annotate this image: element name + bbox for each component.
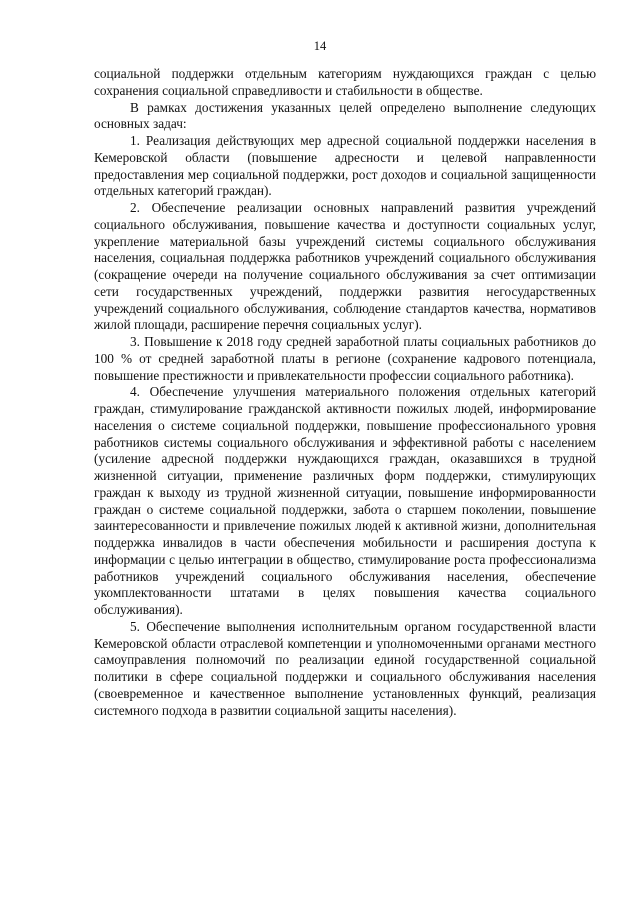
paragraph-task-3: 3. Повышение к 2018 году средней заработной платы социальных работников до 100 % от средней заработной платы в регионе (сохранение кадрового потенциала, повышение престижности и привлекательности профессии социального работника). — [94, 334, 596, 383]
paragraph-task-2: 2. Обеспечение реализации основных направлений развития учреждений социального обслуживания, повышение качества и доступности социальных услуг, укрепление материальной базы учреждений системы социального обслуживания населения, социальная поддержка работников учреждений социального обслуживания (сокращение очереди на получение социального обслуживания за счет оптимизации сети государственных учреждений, поддержки развития негосударственных учреждений социального обслуживания, соблюдение стандартов качества, нормативов жилой площади, расширение перечня социальных услуг). — [94, 200, 596, 333]
paragraph-task-5: 5. Обеспечение выполнения исполнительным органом государственной власти Кемеровской области отраслевой компетенции и уполномоченными органами местного самоуправления полномочий по реализации единой государственной социальной политики в сфере социальной поддержки и социального обслуживания населения (своевременное и качественное выполнение установленных функций, реализация системного подхода в развитии социальной защиты населения). — [94, 618, 596, 718]
paragraph-task-4: 4. Обеспечение улучшения материального положения отдельных категорий граждан, стимулирование гражданской активности пожилых людей, информирование населения о системе социальной поддержки, повышение профессионального уровня работников системы социального обслуживания и эффективной работы с населением (усиление адресной поддержки нуждающихся граждан, оказавшихся в трудной жизненной ситуации, применение различных форм поддержки, стимулирующих граждан к выходу из трудной жизненной ситуации, повышение информированности граждан о системе социальной поддержки, забота о старшем поколении, повышение заинтересованности и привлечение пожилых людей к активной жизни, дополнительная поддержка инвалидов в части обеспечения мобильности и расширения доступа к информации с целью интеграции в общество, стимулирование роста профессионализма работников учреждений социального обслуживания населения, обеспечение укомплектованности штатами в целях повышения качества социального обслуживания). — [94, 384, 596, 617]
page-number: 14 — [313, 39, 327, 53]
paragraph-task-1: 1. Реализация действующих мер адресной социальной поддержки населения в Кемеровской области (повышение адресности и целевой направленности предоставления мер социальной поддержки, рост доходов и социальной защищенности отдельных категорий граждан). — [94, 133, 596, 199]
document-body — [94, 66, 596, 719]
paragraph-continuation: социальной поддержки отдельным категориям нуждающихся граждан с целью сохранения социальной справедливости и стабильности в обществе. — [94, 66, 596, 98]
paragraph-intro-tasks: В рамках достижения указанных целей определено выполнение следующих основных задач: — [94, 99, 596, 132]
